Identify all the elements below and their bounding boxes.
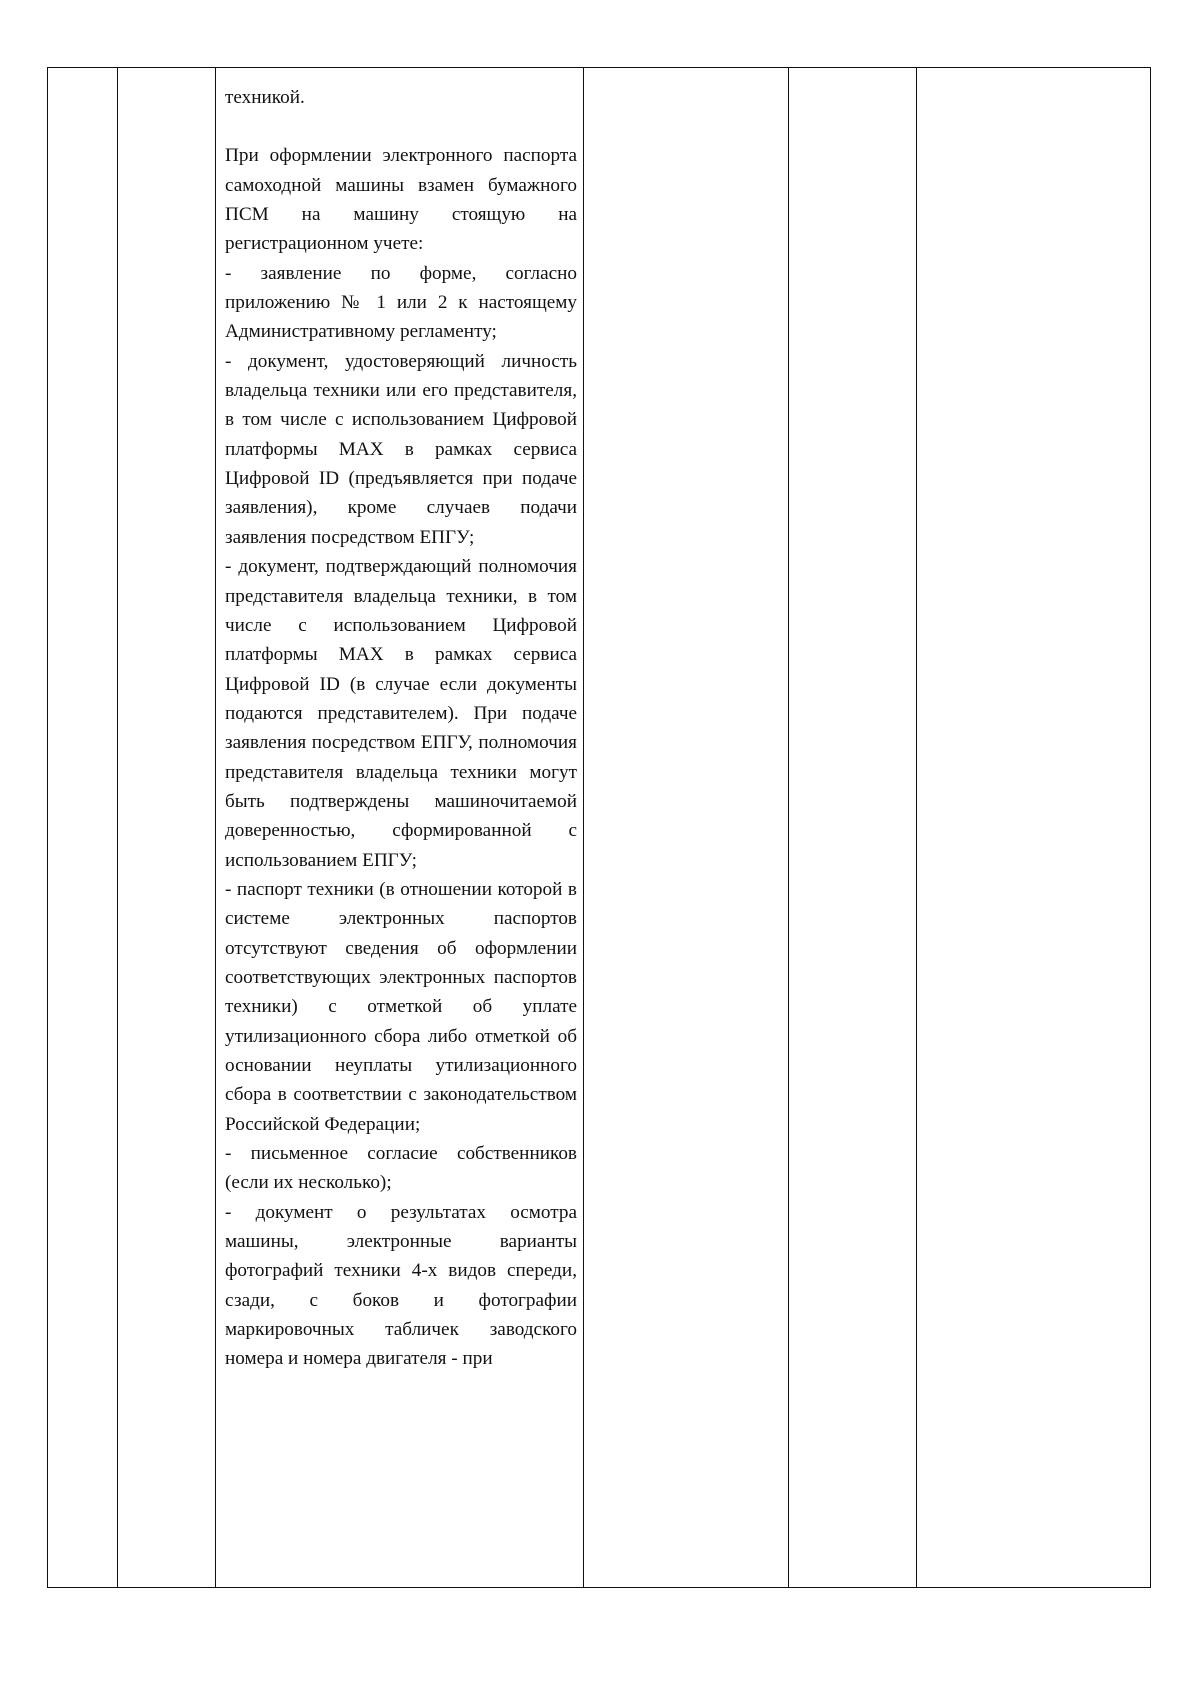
list-item: - документ о результатах осмотра машины, электронные варианты фотографий техники 4-х видов спереди, сзади, с боков и фотографии маркировочных табличек заводского номера и номера двигателя - при: [225, 1201, 577, 1370]
cell-col-4: [584, 68, 789, 1588]
cell-col-2: [118, 68, 216, 1588]
intro-paragraph: При оформлении электронного паспорта самоходной машины взамен бумажного ПСМ на машину стоящую на регистрационном учете:: [225, 145, 577, 255]
list-item: - заявление по форме, согласно приложению № 1 или 2 к настоящему Административному регламенту;: [225, 262, 577, 343]
continuation-text: техникой.: [225, 87, 305, 108]
list-item: - паспорт техники (в отношении которой в системе электронных паспортов отсутствуют сведения об оформлении соответствующих электронных паспортов техники) с отметкой об уплате утилизационного сбора либо отметкой об основании неуплаты утилизационного сбора в соответствии с законодательством Российской Федерации;: [225, 878, 577, 1135]
list-item: - документ, подтверждающий полномочия представителя владельца техники, в том числе с использованием Цифровой платформы МАХ в рамках сервиса Цифровой ID (в случае если документы подаются представителем). При подаче заявления посредством ЕПГУ, полномочия представителя владельца техники могут быть подтверждены машиночитаемой доверенностью, сформированной с использованием ЕПГУ;: [225, 556, 577, 871]
cell-col-6: [917, 68, 1151, 1588]
cell-col-1: [48, 68, 118, 1588]
documents-list-text: [216, 68, 583, 1374]
list-item: - письменное согласие собственников (если их несколько);: [225, 1143, 577, 1194]
table-row: [48, 68, 1151, 1588]
list-item: - документ, удостоверяющий личность владельца техники или его представителя, в том числе с использованием Цифровой платформы МАХ в рамках сервиса Цифровой ID (предъявляется при подаче заявления), кроме случаев подачи заявления посредством ЕПГУ;: [225, 350, 577, 548]
cell-col-3-documents-list: [216, 68, 584, 1588]
document-table: [47, 67, 1151, 1588]
cell-col-5: [789, 68, 917, 1588]
